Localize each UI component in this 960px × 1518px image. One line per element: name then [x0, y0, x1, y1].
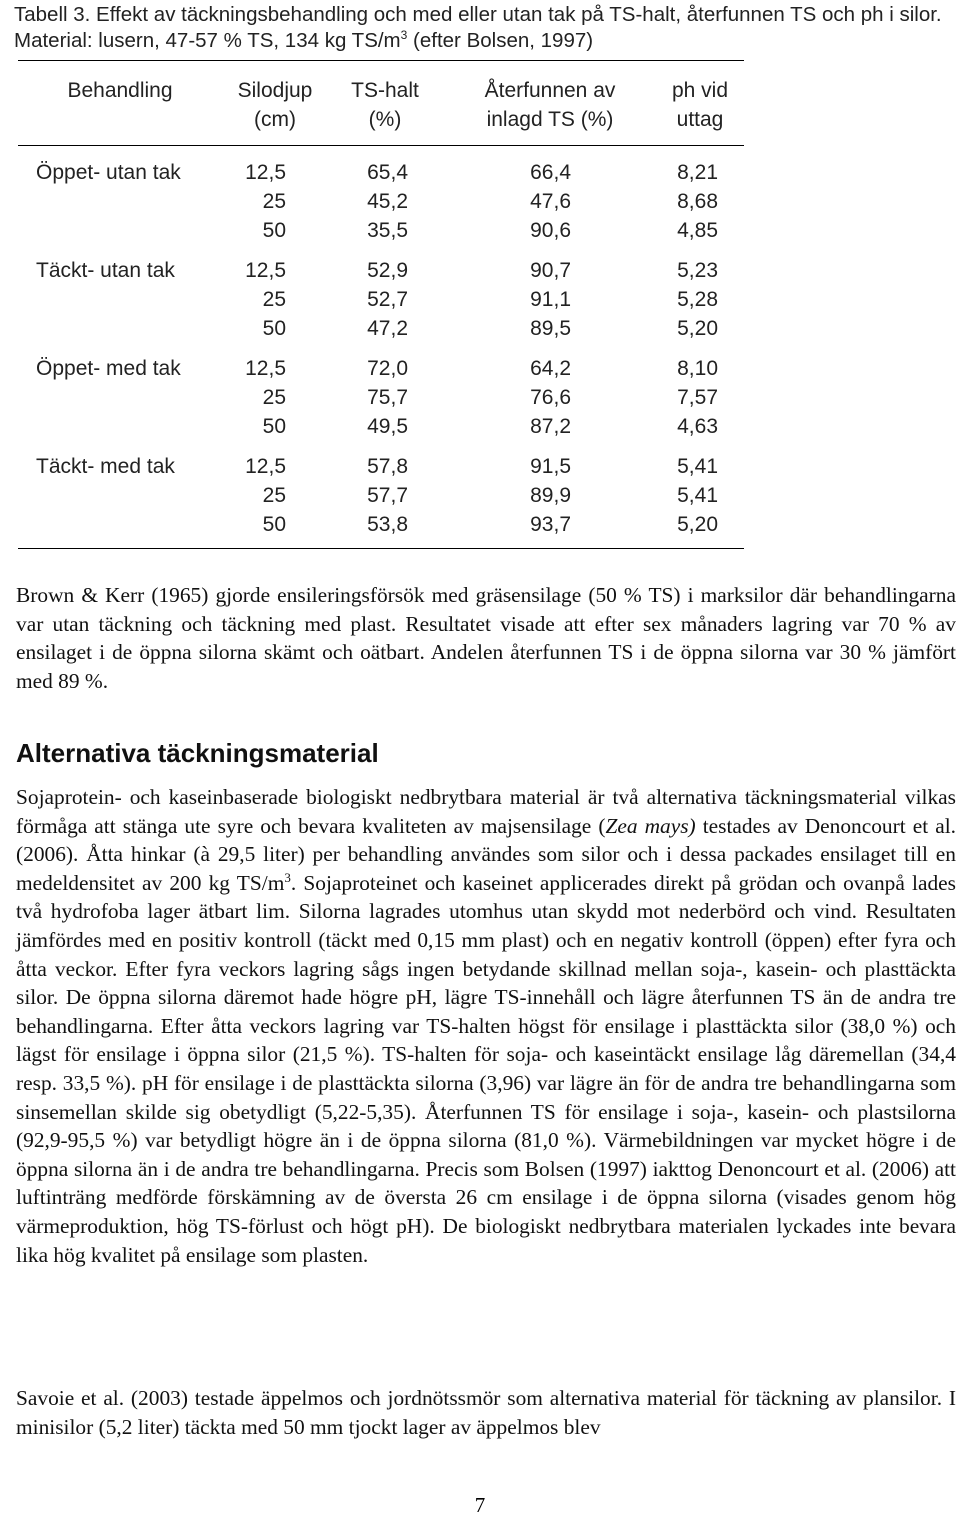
table-bottom-rule	[18, 548, 744, 549]
recovered-cells: 66,4 47,6 90,6	[530, 161, 571, 242]
superscript-3: 3	[284, 869, 291, 885]
table-row-group	[0, 256, 760, 346]
row-label: Öppet- utan tak	[36, 161, 181, 184]
table-row-group	[0, 158, 760, 248]
paragraph-brown-kerr: Brown & Kerr (1965) gjorde ensileringsförsök med gräsensilage (50 % TS) i marksilor där behandlingarna var utan täckning och täckning med plast. Resultatet visade att efter sex månaders lagring var 70 % av ensilaget i de öppna silorna skämt och oätbart. Andelen återfunnen TS i de öppna silorna var 30 % jämfört med 89 %.	[16, 583, 956, 693]
recovered-cells: 64,2 76,6 87,2	[530, 357, 571, 438]
table-top-rule	[18, 60, 744, 61]
ts-cells: 72,0 75,7 49,5	[367, 357, 408, 438]
depth-cells: 12,5 25 50	[245, 259, 286, 340]
table-header-rule	[18, 145, 744, 146]
paragraph-denoncourt: Sojaprotein- och kaseinbaserade biologiskt nedbrytbara material är två alternativa täckningsmaterial vilkas förmåga att stänga ute syre och bevara kvaliteten av majsensilage (Zea mays) testades av Denoncourt et al. (2006). Åtta hinkar (à 29,5 liter) per behandling användes som silor och i dessa packades ensilaget till en medeldensitet av 200 kg $TS/m^3$. Sojaproteinet och kaseinet applicerades direkt på grödan och ovanpå lades två hydrofoba lager ätbart lim. Silorna lagrades utomhus utan skydd mot nederbörd och vind. Resultaten jämfördes med en positiv kontroll (täckt med 0,15 mm plast) och en negativ kontroll (öppen) efter fyra och åtta veckor. Efter fyra veckors lagring sågs ingen betydande skillnad mellan soja-, kasein- och plasttäckta silor. De öppna silorna däremot hade högre pH, lägre TS-innehåll och lägre återfunnen TS än de andra tre behandlingarna. Efter åtta veckors lagring var TS-halten högst för ensilage i plasttäckta silor (38,0 %) och lägst för ensilage i öppna silor (21,5 %). TS-halten för soja- och kaseintäckt ensilage låg däremellan (34,4 resp. 33,5 %). pH för ensilage i de plasttäckta silorna (3,96) var lägre än för de andra tre behandlingarna som sinsemellan skilde sig obetydligt (5,22-5,35). Återfunnen TS för ensilage i soja-, kasein- och plastsilorna (92,9-95,5 %) var betydligt högre än i de öppna silorna (81,0 %). Värmebildningen var mycket högre i de öppna silorna än i de andra tre behandlingarna. Precis som Bolsen (1997) iakttog Denoncourt et al. (2006) att luftinträng medförde förskämning av de översta 26 cm ensilage i de öppna silorna (visades genom hög värmeproduktion, hög TS-förlust och högt pH). De biologiskt nedbrytbara materialen lyckades inte bevara lika hög kvalitet på ensilage som plasten.	[16, 785, 956, 1267]
ph-cells: 5,23 5,28 5,20	[677, 259, 718, 340]
header-aterfunnen: Återfunnen av inlagd TS (%)	[484, 79, 616, 131]
recovered-cells: 90,7 91,1 89,5	[530, 259, 571, 340]
table-row-group	[0, 354, 760, 444]
depth-cells: 12,5 25 50	[245, 161, 286, 242]
row-label: Täckt- utan tak	[36, 259, 175, 282]
ts-cells: 57,8 57,7 53,8	[367, 455, 408, 536]
recovered-cells: 91,5 89,9 93,7	[530, 455, 571, 536]
caption-text: Tabell 3. Effekt av täckningsbehandling och med eller utan tak på TS-halt, återfunnen TS och ph i silor. Material: lusern, 47-57 % TS, 134 kg TS/m	[14, 3, 942, 52]
row-label: Öppet- med tak	[36, 357, 181, 380]
ph-cells: 5,41 5,41 5,20	[677, 455, 718, 536]
species-name-italic: Zea mays)	[605, 813, 696, 838]
table-caption	[14, 2, 944, 54]
ph-cells: 8,21 8,68 4,85	[677, 161, 718, 242]
header-ph: ph vid uttag	[671, 79, 729, 131]
depth-cells: 12,5 25 50	[245, 455, 286, 536]
ph-cells: 8,10 7,57 4,63	[677, 357, 718, 438]
ts-cells: 52,9 52,7 47,2	[367, 259, 408, 340]
header-silodjup: Silodjup (cm)	[237, 79, 313, 131]
row-label: Täckt- med tak	[36, 455, 175, 478]
depth-cells: 12,5 25 50	[245, 357, 286, 438]
caption-tail: (efter Bolsen, 1997)	[407, 29, 594, 52]
header-behandling: Behandling	[67, 79, 173, 102]
section-heading: Alternativa täckningsmaterial	[16, 738, 379, 768]
table-row-group	[0, 452, 760, 542]
page-number: 7	[474, 1493, 486, 1517]
paragraph-savoie: Savoie et al. (2003) testade äppelmos och jordnötssmör som alternativa material för täckning av plansilor. I minisilor (5,2 liter) täckta med 50 mm tjockt lager av äppelmos blev	[16, 1386, 956, 1439]
header-ts-halt: TS-halt (%)	[351, 79, 419, 131]
ts-cells: 65,4 45,2 35,5	[367, 161, 408, 242]
caption-superscript: 3	[400, 28, 408, 43]
